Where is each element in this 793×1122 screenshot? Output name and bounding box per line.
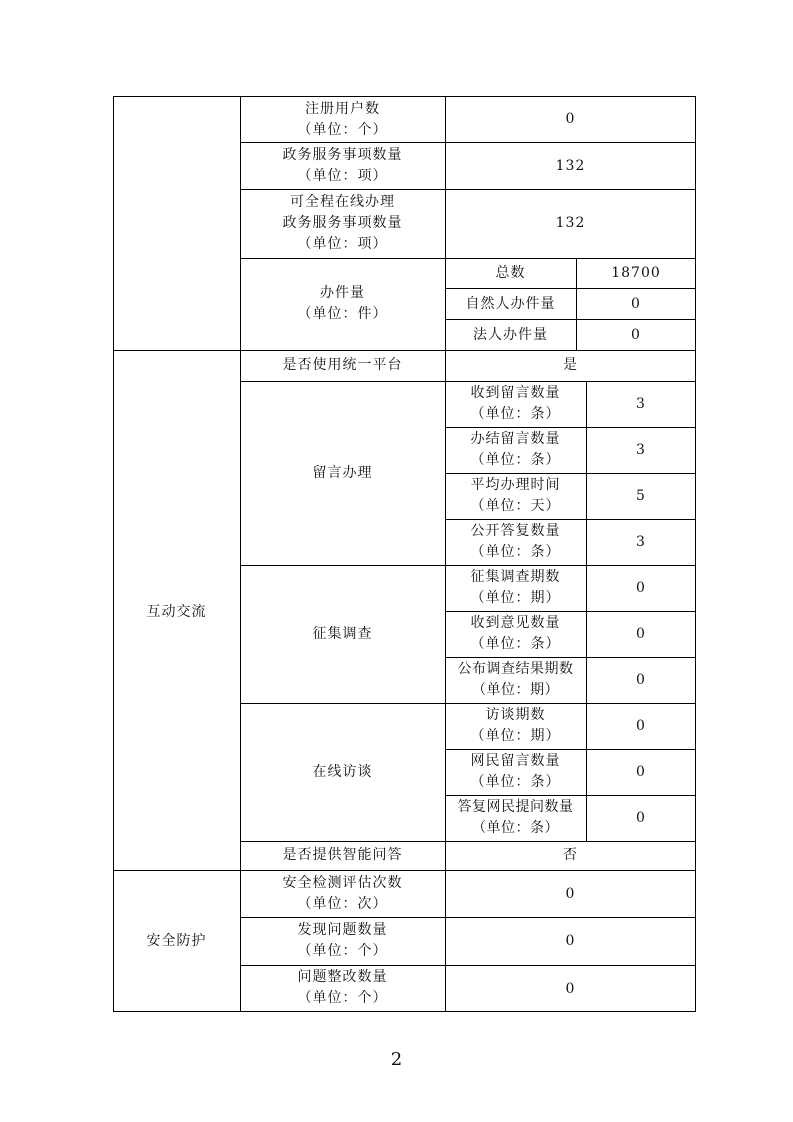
group-item-value: 3 xyxy=(636,534,646,550)
table-divider xyxy=(240,381,696,382)
table-divider xyxy=(240,142,696,143)
handled-sub-label: 法人办件量 xyxy=(473,327,548,343)
smart-qa-label: 是否提供智能问答 xyxy=(282,847,403,863)
table-divider xyxy=(240,258,696,259)
group-item-value: 3 xyxy=(636,442,646,458)
section-title-security: 安全防护 xyxy=(146,933,207,949)
group-item-value: 0 xyxy=(636,810,646,826)
row-label: 问题整改数量 （单位：个） xyxy=(297,969,388,1006)
row-label: 可全程在线办理 政务服务事项数量 （单位：项） xyxy=(282,194,403,252)
row-value: 132 xyxy=(555,215,586,231)
page-number: 2 xyxy=(390,1049,403,1070)
group-item-value: 3 xyxy=(636,396,646,412)
group-item-value: 0 xyxy=(636,672,646,688)
table-divider xyxy=(445,288,696,289)
group-item-label: 平均办理时间 （单位：天） xyxy=(470,477,561,514)
group-item-value: 0 xyxy=(636,764,646,780)
row-value: 0 xyxy=(565,886,576,902)
group-item-label: 答复网民提问数量 （单位：条） xyxy=(457,799,574,836)
group-item-value: 0 xyxy=(636,580,646,596)
group-item-label: 公布调查结果期数 （单位：期） xyxy=(457,661,574,698)
table-divider xyxy=(445,427,696,428)
section-title-interaction: 互动交流 xyxy=(146,604,207,620)
table-border-left xyxy=(113,96,114,1012)
row-value: 0 xyxy=(565,981,576,997)
handled-sub-value: 0 xyxy=(631,296,641,312)
unified-platform-value: 是 xyxy=(563,357,578,373)
group-item-label: 网民留言数量 （单位：条） xyxy=(470,753,561,790)
table-divider xyxy=(445,795,696,796)
table-divider xyxy=(240,703,696,704)
table-border-bottom xyxy=(113,1011,696,1012)
row-value: 132 xyxy=(555,158,586,174)
smart-qa-value: 否 xyxy=(563,847,578,863)
handled-sub-label: 总数 xyxy=(495,265,526,281)
handled-sub-value: 18700 xyxy=(611,265,661,281)
row-label: 发现问题数量 （单位：个） xyxy=(297,922,388,959)
table-divider xyxy=(113,870,696,871)
group-item-label: 征集调查期数 （单位：期） xyxy=(470,569,561,606)
table-divider xyxy=(240,841,696,842)
group-title: 留言办理 xyxy=(312,465,373,481)
group-item-label: 收到留言数量 （单位：条） xyxy=(470,385,561,422)
table-divider xyxy=(445,611,696,612)
table-divider xyxy=(240,917,696,918)
row-label: 政务服务事项数量 （单位：项） xyxy=(282,147,403,184)
group-item-value: 5 xyxy=(636,488,646,504)
table-divider xyxy=(445,319,696,320)
row-label: 安全检测评估次数 （单位：次） xyxy=(282,875,403,912)
row-label: 注册用户数 （单位：个） xyxy=(297,101,388,138)
group-item-value: 0 xyxy=(636,718,646,734)
group-item-label: 公开答复数量 （单位：条） xyxy=(470,523,561,560)
table-divider xyxy=(113,350,696,351)
row-value: 0 xyxy=(565,933,576,949)
table-divider xyxy=(445,473,696,474)
group-item-label: 收到意见数量 （单位：条） xyxy=(470,615,561,652)
table-divider xyxy=(240,189,696,190)
row-value: 0 xyxy=(565,111,576,127)
table-border-top xyxy=(113,96,696,97)
table-divider xyxy=(240,965,696,966)
table-divider xyxy=(445,749,696,750)
group-item-value: 0 xyxy=(636,626,646,642)
group-item-label: 访谈期数 （单位：期） xyxy=(470,707,561,744)
handled-sub-label: 自然人办件量 xyxy=(465,296,556,312)
group-title: 征集调查 xyxy=(312,626,373,642)
group-item-label: 办结留言数量 （单位：条） xyxy=(470,431,561,468)
group-title: 在线访谈 xyxy=(312,764,373,780)
unified-platform-label: 是否使用统一平台 xyxy=(282,357,403,373)
handled-label: 办件量 （单位：件） xyxy=(297,285,388,322)
table-divider xyxy=(445,519,696,520)
table-divider xyxy=(240,565,696,566)
handled-sub-value: 0 xyxy=(631,327,641,343)
table-divider xyxy=(445,657,696,658)
